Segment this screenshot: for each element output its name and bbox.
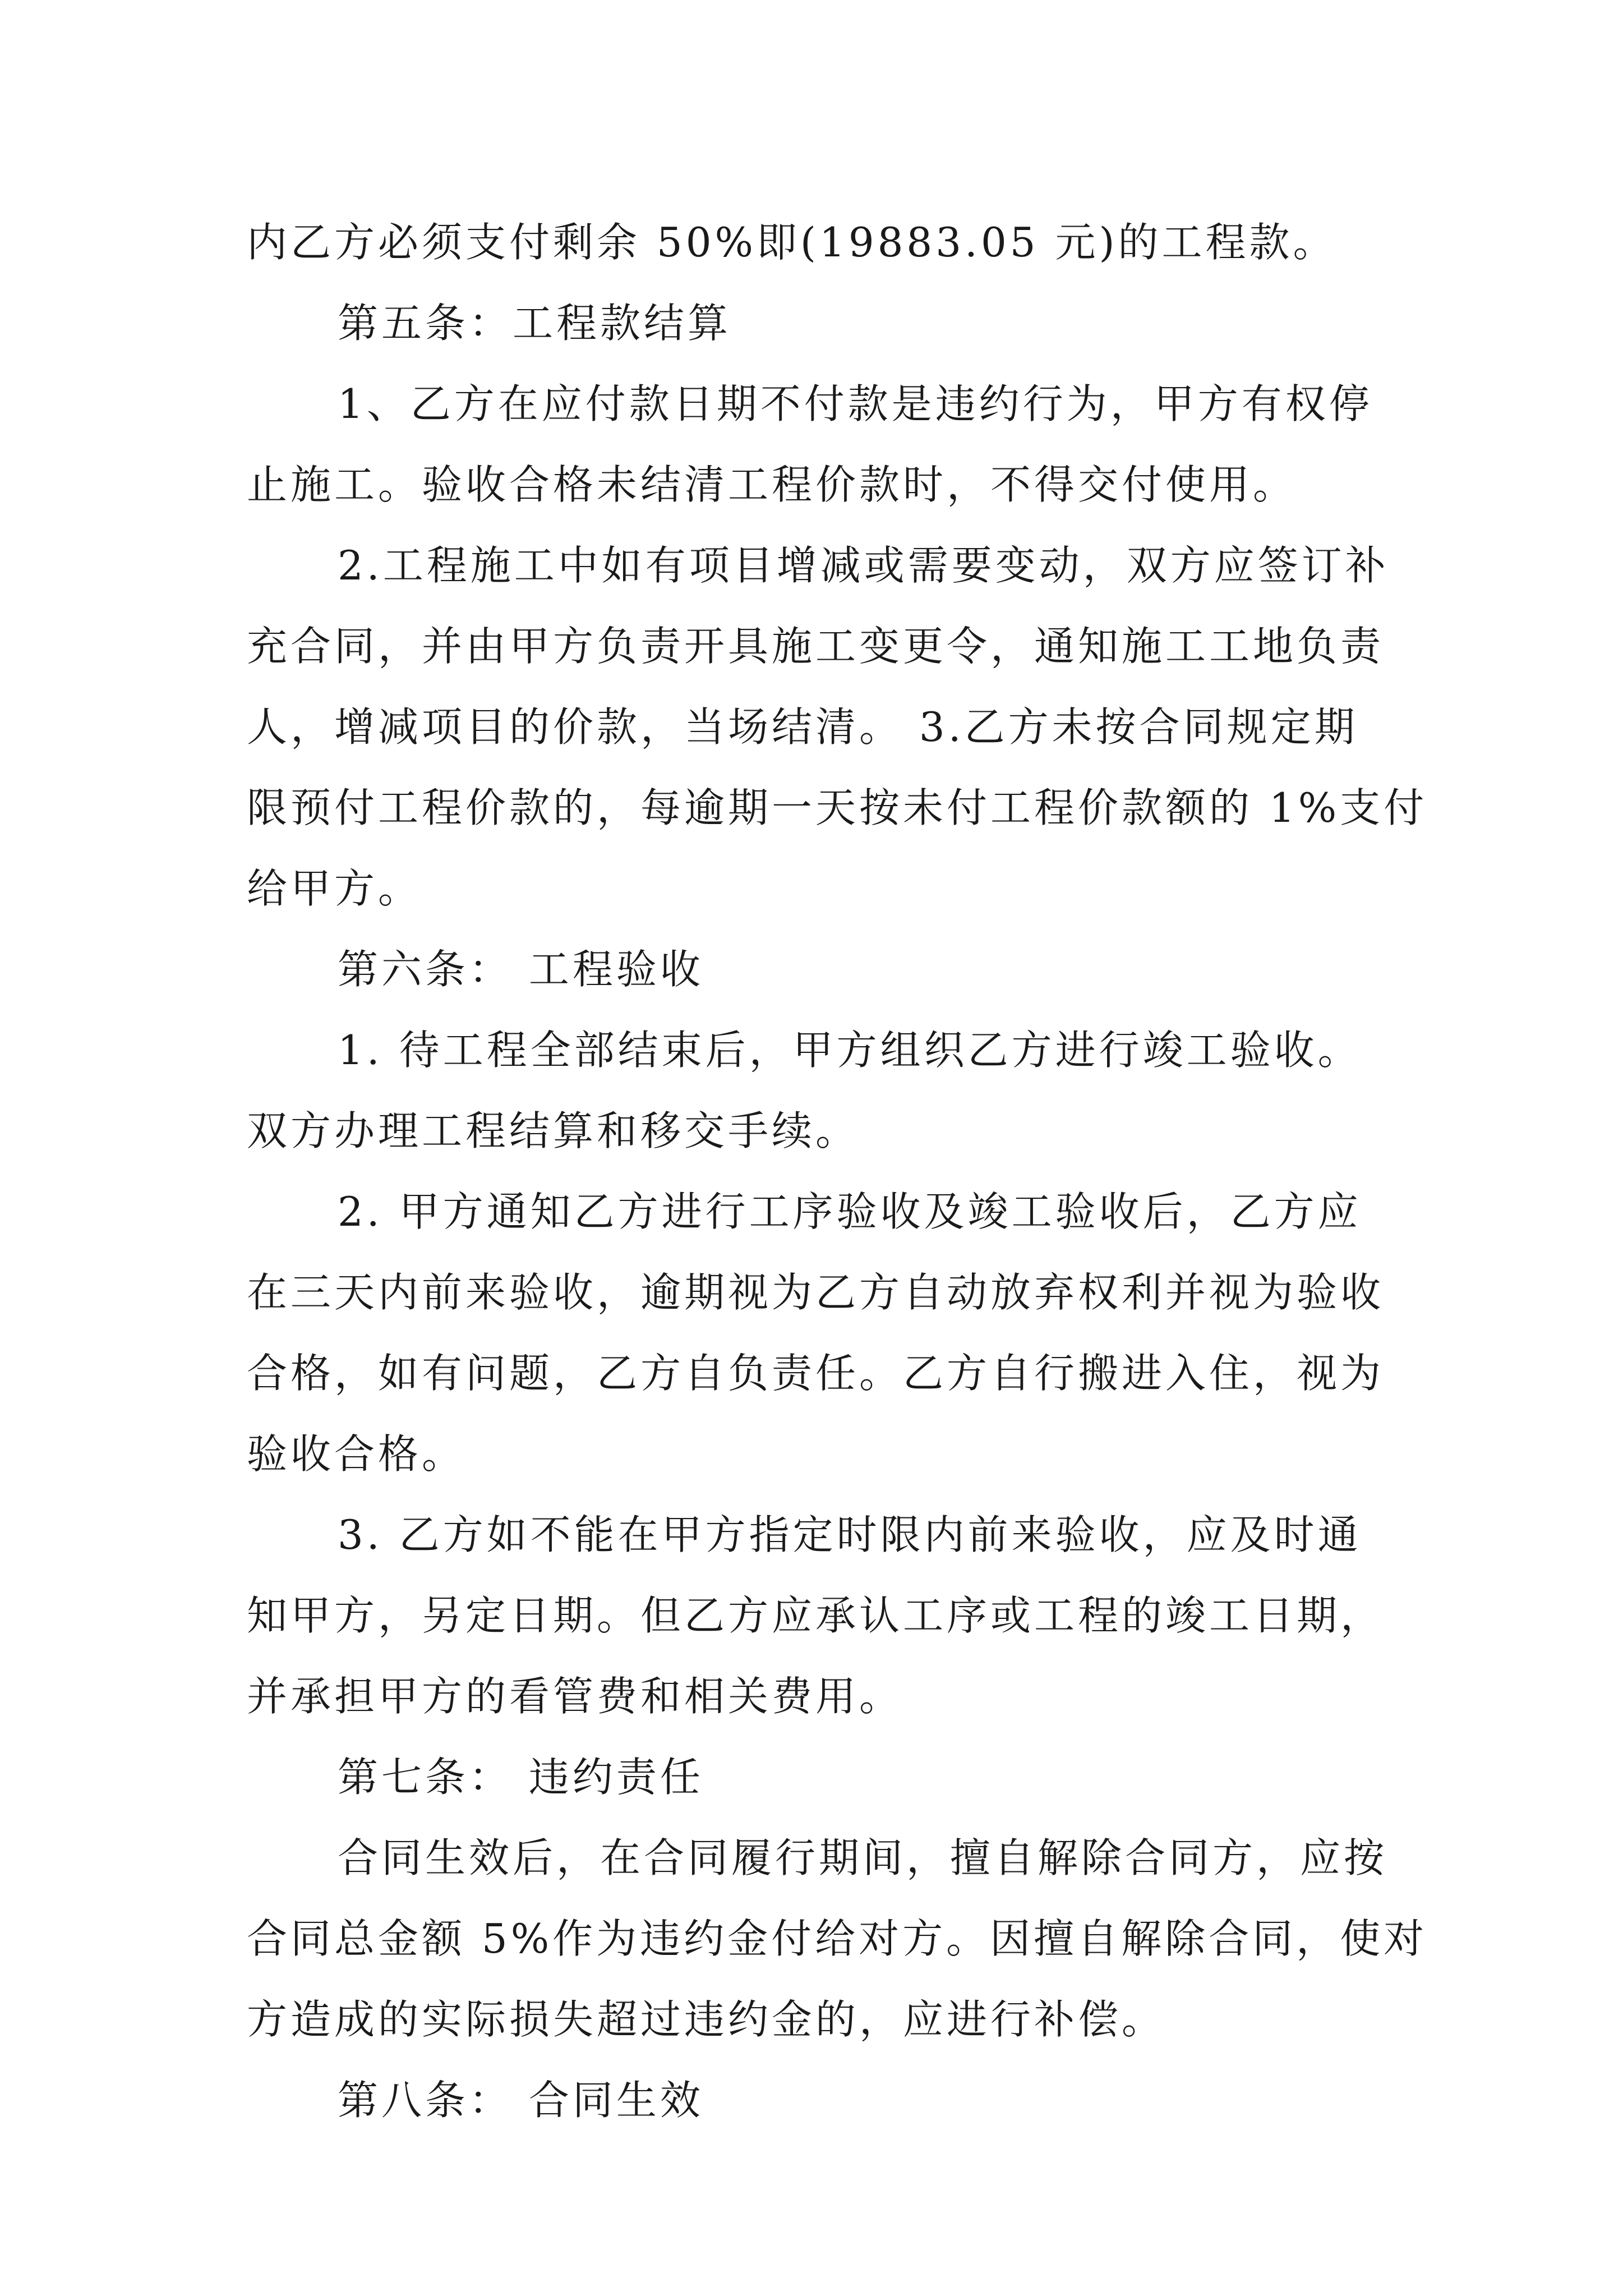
text-line: 知甲方，另定日期。但乙方应承认工序或工程的竣工日期， bbox=[247, 1592, 1385, 1639]
text-line: 验收合格。 bbox=[247, 1430, 466, 1478]
text-line: 人，增减项目的价款，当场结清。 3.乙方未按合同规定期 bbox=[247, 703, 1358, 751]
document-body bbox=[247, 202, 1428, 2141]
text-line: 1、乙方在应付款日期不付款是违约行为，甲方有权停 bbox=[338, 380, 1373, 427]
text-line: 充合同，并由甲方负责开具施工变更令，通知施工工地负责 bbox=[247, 623, 1385, 670]
text-line: 在三天内前来验收，逾期视为乙方自动放弃权利并视为验收 bbox=[247, 1269, 1385, 1316]
text-line: 合格，如有问题，乙方自负责任。乙方自行搬进入住，视为 bbox=[247, 1350, 1385, 1397]
text-line: 2.工程施工中如有项目增减或需要变动，双方应签订补 bbox=[338, 542, 1389, 589]
text-line: 给甲方。 bbox=[247, 865, 422, 912]
text-line: 合同生效后，在合同履行期间，擅自解除合同方，应按 bbox=[338, 1834, 1388, 1881]
text-line: 方造成的实际损失超过违约金的，应进行补偿。 bbox=[247, 1996, 1166, 2043]
text-line: 合同总金额 5%作为违约金付给对方。因擅自解除合同，使对 bbox=[247, 1915, 1428, 1962]
section-heading-8: 第八条： 合同生效 bbox=[338, 2077, 704, 2124]
text-line: 2. 甲方通知乙方进行工序验收及竣工验收后，乙方应 bbox=[338, 1188, 1362, 1235]
section-heading-5: 第五条：工程款结算 bbox=[338, 300, 732, 347]
section-heading-6: 第六条： 工程验收 bbox=[338, 946, 704, 993]
text-line: 止施工。验收合格未结清工程价款时，不得交付使用。 bbox=[247, 461, 1297, 508]
text-line: 3. 乙方如不能在甲方指定时限内前来验收，应及时通 bbox=[338, 1511, 1362, 1558]
text-line: 1. 待工程全部结束后，甲方组织乙方进行竣工验收。 bbox=[338, 1027, 1362, 1074]
text-line: 并承担甲方的看管费和相关费用。 bbox=[247, 1673, 903, 1720]
section-heading-7: 第七条： 违约责任 bbox=[338, 1754, 704, 1801]
text-line: 限预付工程价款的，每逾期一天按未付工程价款额的 1%支付 bbox=[247, 784, 1428, 831]
text-line: 内乙方必须支付剩余 50%即(19883.05 元)的工程款。 bbox=[247, 219, 1337, 266]
text-line: 双方办理工程结算和移交手续。 bbox=[247, 1107, 860, 1154]
